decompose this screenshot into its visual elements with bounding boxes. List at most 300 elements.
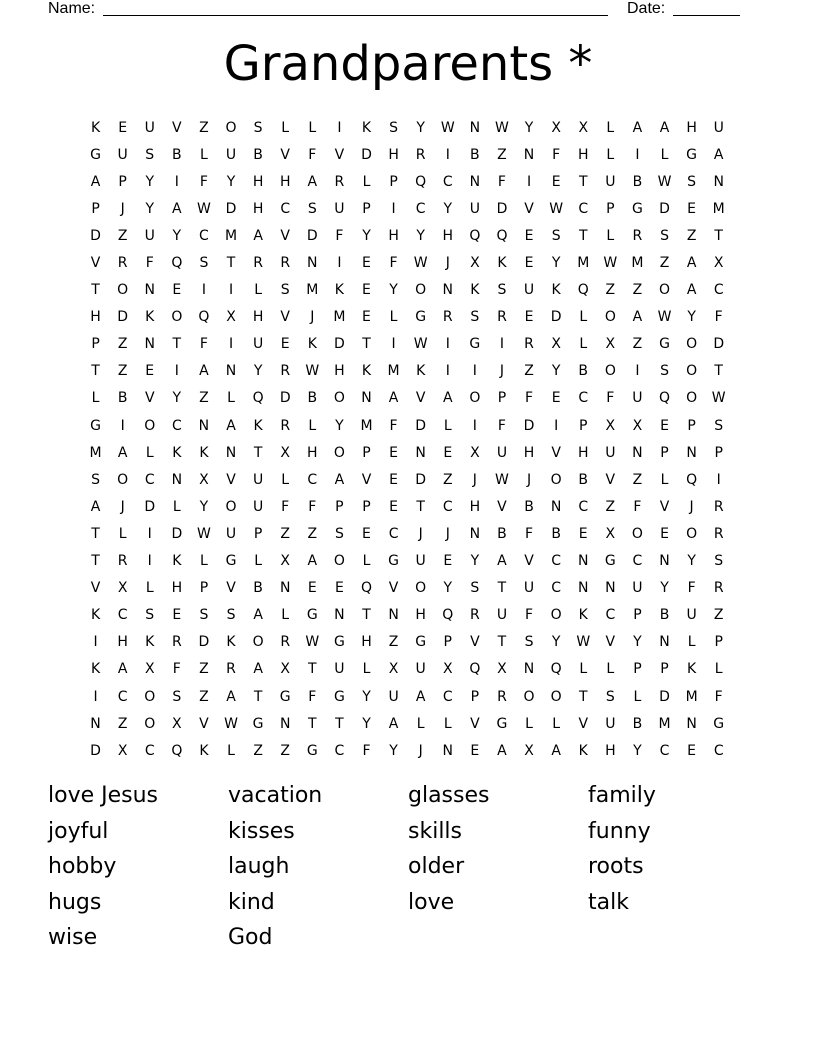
grid-letter[interactable]: U: [469, 200, 480, 217]
grid-letter[interactable]: S: [91, 471, 100, 488]
grid-letter[interactable]: I: [445, 336, 450, 353]
grid-letter[interactable]: I: [174, 363, 179, 380]
grid-letter[interactable]: W: [305, 634, 320, 651]
grid-letter[interactable]: M: [631, 255, 644, 272]
grid-letter[interactable]: H: [415, 607, 426, 624]
grid-letter[interactable]: J: [310, 309, 315, 326]
grid-letter[interactable]: X: [144, 661, 155, 678]
grid-letter[interactable]: U: [117, 146, 128, 163]
grid-letter[interactable]: L: [525, 715, 533, 732]
grid-letter[interactable]: N: [523, 661, 535, 678]
grid-letter[interactable]: N: [388, 607, 399, 624]
grid-letter[interactable]: W: [657, 173, 672, 190]
grid-letter[interactable]: X: [172, 715, 182, 732]
grid-letter[interactable]: L: [606, 146, 615, 163]
grid-letter[interactable]: A: [713, 146, 724, 163]
grid-letter[interactable]: I: [228, 336, 234, 353]
grid-letter[interactable]: M: [712, 200, 725, 217]
grid-letter[interactable]: S: [714, 553, 724, 570]
grid-letter[interactable]: Y: [362, 715, 371, 732]
grid-letter[interactable]: L: [281, 119, 290, 136]
grid-letter[interactable]: U: [605, 444, 616, 461]
grid-letter[interactable]: C: [388, 525, 399, 542]
grid-letter[interactable]: O: [171, 309, 183, 326]
grid-letter[interactable]: C: [578, 200, 589, 217]
grid-letter[interactable]: B: [307, 390, 318, 407]
grid-letter[interactable]: W: [495, 471, 509, 488]
grid-letter[interactable]: P: [443, 634, 452, 651]
grid-letter[interactable]: Y: [362, 227, 371, 244]
grid-letter[interactable]: V: [551, 444, 561, 461]
grid-letter[interactable]: B: [524, 498, 534, 515]
grid-letter[interactable]: B: [578, 471, 589, 488]
grid-letter[interactable]: K: [145, 309, 155, 326]
grid-letter[interactable]: L: [606, 227, 615, 244]
grid-letter[interactable]: C: [117, 607, 128, 624]
grid-letter[interactable]: G: [306, 742, 318, 759]
grid-letter[interactable]: O: [333, 390, 345, 407]
grid-letter[interactable]: U: [334, 661, 345, 678]
grid-letter[interactable]: G: [631, 200, 643, 217]
grid-letter[interactable]: V: [280, 309, 290, 326]
grid-letter[interactable]: Q: [171, 255, 183, 272]
grid-letter[interactable]: I: [635, 363, 640, 380]
grid-letter[interactable]: N: [686, 444, 697, 461]
grid-letter[interactable]: N: [577, 553, 589, 570]
grid-letter[interactable]: B: [117, 390, 128, 407]
grid-letter[interactable]: Z: [117, 336, 128, 353]
grid-letter[interactable]: R: [280, 255, 291, 272]
grid-letter[interactable]: L: [660, 146, 669, 163]
grid-letter[interactable]: A: [172, 200, 182, 217]
grid-letter[interactable]: O: [415, 580, 427, 597]
grid-letter[interactable]: S: [172, 688, 182, 705]
grid-letter[interactable]: Q: [659, 390, 671, 407]
grid-letter[interactable]: H: [469, 498, 481, 515]
grid-letter[interactable]: Y: [389, 282, 398, 299]
grid-letter[interactable]: U: [605, 715, 616, 732]
grid-letter[interactable]: Y: [443, 580, 453, 597]
grid-letter[interactable]: U: [252, 336, 264, 353]
grid-letter[interactable]: U: [225, 146, 237, 163]
grid-letter[interactable]: Q: [252, 390, 264, 407]
grid-letter[interactable]: L: [579, 661, 588, 678]
grid-letter[interactable]: Z: [117, 227, 128, 244]
grid-letter[interactable]: A: [388, 390, 399, 407]
grid-letter[interactable]: K: [416, 363, 426, 380]
grid-letter[interactable]: U: [632, 390, 643, 407]
grid-letter[interactable]: C: [632, 553, 643, 570]
grid-letter[interactable]: M: [685, 688, 698, 705]
grid-letter[interactable]: N: [171, 471, 183, 488]
grid-letter[interactable]: T: [308, 715, 317, 732]
grid-letter[interactable]: V: [90, 580, 101, 597]
grid-letter[interactable]: T: [497, 634, 507, 651]
grid-letter[interactable]: R: [334, 173, 345, 190]
grid-letter[interactable]: E: [443, 444, 453, 461]
grid-letter[interactable]: A: [659, 119, 670, 136]
grid-letter[interactable]: M: [360, 417, 373, 434]
grid-letter[interactable]: W: [657, 309, 672, 326]
grid-letter[interactable]: O: [550, 688, 562, 705]
grid-letter[interactable]: C: [334, 742, 345, 759]
grid-letter[interactable]: C: [442, 688, 453, 705]
grid-letter[interactable]: U: [496, 607, 508, 624]
grid-letter[interactable]: Z: [686, 227, 697, 244]
grid-letter[interactable]: H: [171, 580, 183, 597]
grid-letter[interactable]: L: [362, 553, 371, 570]
grid-letter[interactable]: O: [469, 390, 481, 407]
grid-letter[interactable]: O: [252, 634, 264, 651]
grid-letter[interactable]: X: [280, 444, 290, 461]
grid-letter[interactable]: Z: [632, 336, 643, 353]
grid-letter[interactable]: F: [525, 607, 534, 624]
grid-letter[interactable]: O: [225, 498, 237, 515]
grid-letter[interactable]: E: [172, 282, 182, 299]
grid-letter[interactable]: U: [523, 282, 535, 299]
grid-letter[interactable]: R: [632, 227, 643, 244]
grid-letter[interactable]: I: [445, 363, 450, 380]
grid-letter[interactable]: X: [388, 661, 399, 678]
grid-letter[interactable]: Y: [416, 119, 425, 136]
grid-letter[interactable]: Y: [470, 553, 480, 570]
grid-letter[interactable]: L: [389, 309, 398, 326]
grid-letter[interactable]: Z: [280, 742, 290, 759]
grid-letter[interactable]: Z: [659, 255, 670, 272]
grid-letter[interactable]: K: [361, 363, 372, 380]
grid-letter[interactable]: G: [306, 607, 318, 624]
grid-letter[interactable]: U: [388, 688, 399, 705]
grid-letter[interactable]: V: [388, 580, 399, 597]
grid-letter[interactable]: P: [714, 444, 723, 461]
grid-letter[interactable]: X: [605, 525, 616, 542]
grid-letter[interactable]: F: [308, 146, 317, 163]
grid-letter[interactable]: D: [144, 498, 156, 515]
grid-letter[interactable]: P: [199, 580, 209, 597]
grid-letter[interactable]: E: [443, 553, 453, 570]
grid-letter[interactable]: L: [145, 580, 154, 597]
grid-letter[interactable]: L: [606, 119, 615, 136]
grid-letter[interactable]: F: [606, 390, 615, 407]
grid-letter[interactable]: R: [280, 634, 291, 651]
grid-letter[interactable]: F: [389, 255, 398, 272]
grid-letter[interactable]: O: [333, 553, 345, 570]
grid-letter[interactable]: L: [200, 146, 208, 163]
grid-letter[interactable]: O: [117, 282, 129, 299]
grid-letter[interactable]: K: [90, 119, 101, 136]
grid-letter[interactable]: I: [174, 173, 179, 190]
grid-letter[interactable]: J: [418, 525, 423, 542]
grid-letter[interactable]: X: [605, 417, 616, 434]
grid-letter[interactable]: L: [416, 715, 425, 732]
grid-letter[interactable]: B: [172, 146, 182, 163]
grid-letter[interactable]: L: [281, 607, 290, 624]
grid-letter[interactable]: C: [578, 390, 589, 407]
grid-letter[interactable]: I: [337, 255, 342, 272]
grid-letter[interactable]: L: [118, 525, 127, 542]
grid-letter[interactable]: U: [496, 444, 508, 461]
grid-letter[interactable]: E: [524, 255, 534, 272]
grid-letter[interactable]: P: [335, 498, 344, 515]
grid-letter[interactable]: C: [442, 173, 453, 190]
grid-letter[interactable]: R: [497, 688, 507, 705]
grid-letter[interactable]: G: [659, 336, 670, 353]
grid-letter[interactable]: V: [280, 227, 290, 244]
grid-letter[interactable]: N: [198, 417, 210, 434]
grid-letter[interactable]: R: [497, 309, 507, 326]
grid-letter[interactable]: N: [90, 715, 101, 732]
grid-letter[interactable]: G: [469, 336, 481, 353]
grid-letter[interactable]: A: [226, 688, 236, 705]
grid-letter[interactable]: L: [172, 498, 181, 515]
grid-letter[interactable]: D: [415, 417, 427, 434]
grid-letter[interactable]: U: [415, 553, 426, 570]
grid-letter[interactable]: N: [523, 146, 535, 163]
grid-letter[interactable]: V: [524, 200, 534, 217]
grid-letter[interactable]: Z: [605, 498, 616, 515]
grid-letter[interactable]: Y: [172, 227, 182, 244]
grid-letter[interactable]: E: [145, 363, 155, 380]
grid-letter[interactable]: Q: [469, 227, 481, 244]
grid-letter[interactable]: Y: [551, 255, 561, 272]
grid-letter[interactable]: T: [714, 227, 723, 244]
grid-letter[interactable]: K: [253, 417, 263, 434]
grid-letter[interactable]: Y: [145, 173, 155, 190]
grid-letter[interactable]: A: [334, 471, 345, 488]
grid-letter[interactable]: D: [496, 200, 508, 217]
grid-letter[interactable]: B: [632, 173, 643, 190]
grid-letter[interactable]: E: [687, 200, 697, 217]
grid-letter[interactable]: U: [252, 498, 264, 515]
grid-letter[interactable]: A: [551, 742, 561, 759]
grid-letter[interactable]: F: [281, 498, 290, 515]
grid-letter[interactable]: N: [550, 498, 562, 515]
grid-letter[interactable]: G: [415, 634, 427, 651]
grid-letter[interactable]: E: [524, 227, 534, 244]
grid-letter[interactable]: U: [334, 200, 345, 217]
grid-letter[interactable]: H: [442, 227, 454, 244]
grid-letter[interactable]: P: [660, 661, 669, 678]
grid-letter[interactable]: P: [660, 444, 669, 461]
grid-letter[interactable]: H: [605, 742, 616, 759]
grid-letter[interactable]: Q: [198, 309, 210, 326]
grid-letter[interactable]: A: [117, 661, 128, 678]
grid-letter[interactable]: T: [226, 255, 236, 272]
grid-letter[interactable]: S: [253, 119, 263, 136]
date-blank-line[interactable]: [673, 15, 740, 16]
grid-letter[interactable]: B: [578, 363, 589, 380]
grid-letter[interactable]: Z: [442, 471, 453, 488]
grid-letter[interactable]: K: [90, 661, 101, 678]
grid-letter[interactable]: A: [226, 417, 236, 434]
grid-letter[interactable]: L: [443, 417, 452, 434]
grid-letter[interactable]: P: [362, 498, 371, 515]
grid-letter[interactable]: Y: [551, 363, 561, 380]
grid-letter[interactable]: Y: [253, 363, 263, 380]
grid-letter[interactable]: X: [578, 119, 589, 136]
grid-letter[interactable]: K: [199, 742, 209, 759]
grid-letter[interactable]: A: [199, 363, 209, 380]
grid-letter[interactable]: P: [687, 417, 696, 434]
grid-letter[interactable]: D: [279, 390, 291, 407]
grid-letter[interactable]: U: [144, 227, 155, 244]
grid-letter[interactable]: Z: [199, 688, 209, 705]
grid-letter[interactable]: A: [497, 742, 507, 759]
grid-letter[interactable]: O: [631, 525, 643, 542]
grid-letter[interactable]: K: [90, 607, 101, 624]
grid-letter[interactable]: V: [578, 715, 589, 732]
grid-letter[interactable]: V: [172, 119, 182, 136]
grid-letter[interactable]: K: [334, 282, 344, 299]
grid-letter[interactable]: U: [252, 471, 264, 488]
grid-letter[interactable]: L: [633, 688, 642, 705]
grid-letter[interactable]: X: [632, 417, 643, 434]
grid-letter[interactable]: L: [687, 634, 696, 651]
grid-letter[interactable]: X: [280, 553, 290, 570]
grid-letter[interactable]: P: [253, 525, 263, 542]
grid-letter[interactable]: H: [117, 634, 128, 651]
grid-letter[interactable]: F: [308, 498, 317, 515]
grid-letter[interactable]: F: [389, 417, 398, 434]
grid-letter[interactable]: X: [117, 580, 128, 597]
grid-letter[interactable]: P: [606, 200, 615, 217]
grid-letter[interactable]: R: [171, 634, 182, 651]
grid-letter[interactable]: Z: [605, 282, 616, 299]
grid-letter[interactable]: V: [280, 146, 290, 163]
grid-letter[interactable]: I: [147, 553, 152, 570]
grid-letter[interactable]: V: [605, 471, 616, 488]
grid-letter[interactable]: Z: [524, 363, 534, 380]
grid-letter[interactable]: V: [470, 634, 480, 651]
grid-letter[interactable]: L: [579, 336, 588, 353]
grid-letter[interactable]: Z: [497, 146, 507, 163]
grid-letter[interactable]: H: [334, 363, 345, 380]
grid-letter[interactable]: W: [576, 634, 591, 651]
grid-letter[interactable]: Z: [713, 607, 724, 624]
grid-letter[interactable]: S: [145, 146, 155, 163]
grid-letter[interactable]: W: [413, 255, 428, 272]
grid-letter[interactable]: O: [604, 363, 616, 380]
grid-letter[interactable]: S: [280, 282, 290, 299]
grid-letter[interactable]: R: [226, 661, 236, 678]
grid-letter[interactable]: E: [687, 742, 697, 759]
grid-letter[interactable]: G: [604, 553, 616, 570]
grid-letter[interactable]: V: [144, 390, 155, 407]
grid-letter[interactable]: F: [687, 580, 696, 597]
grid-letter[interactable]: L: [227, 742, 235, 759]
grid-letter[interactable]: O: [523, 688, 535, 705]
grid-letter[interactable]: Y: [660, 580, 669, 597]
grid-letter[interactable]: I: [391, 200, 396, 217]
grid-letter[interactable]: Y: [172, 390, 182, 407]
grid-letter[interactable]: K: [497, 255, 507, 272]
grid-letter[interactable]: F: [714, 309, 723, 326]
grid-letter[interactable]: J: [689, 498, 694, 515]
grid-letter[interactable]: D: [198, 634, 210, 651]
grid-letter[interactable]: I: [445, 146, 450, 163]
grid-letter[interactable]: U: [523, 580, 535, 597]
grid-letter[interactable]: I: [147, 525, 152, 542]
grid-letter[interactable]: Y: [226, 173, 236, 190]
grid-letter[interactable]: O: [144, 688, 156, 705]
grid-letter[interactable]: X: [470, 444, 480, 461]
grid-letter[interactable]: O: [225, 119, 237, 136]
grid-letter[interactable]: F: [525, 390, 534, 407]
grid-letter[interactable]: W: [495, 119, 509, 136]
grid-letter[interactable]: I: [554, 417, 559, 434]
grid-letter[interactable]: X: [199, 471, 209, 488]
grid-letter[interactable]: B: [551, 525, 561, 542]
grid-letter[interactable]: X: [524, 742, 534, 759]
grid-letter[interactable]: T: [253, 444, 263, 461]
grid-letter[interactable]: Q: [469, 661, 481, 678]
grid-letter[interactable]: L: [362, 173, 371, 190]
grid-letter[interactable]: E: [389, 471, 398, 488]
grid-letter[interactable]: T: [91, 525, 100, 542]
grid-letter[interactable]: M: [658, 715, 671, 732]
grid-letter[interactable]: E: [362, 282, 371, 299]
grid-letter[interactable]: L: [145, 444, 154, 461]
grid-letter[interactable]: L: [362, 661, 371, 678]
grid-letter[interactable]: Y: [199, 498, 209, 515]
grid-letter[interactable]: X: [497, 661, 507, 678]
grid-letter[interactable]: S: [199, 255, 209, 272]
grid-letter[interactable]: D: [117, 309, 129, 326]
grid-letter[interactable]: Z: [307, 525, 318, 542]
grid-letter[interactable]: Z: [199, 390, 209, 407]
grid-letter[interactable]: A: [632, 119, 643, 136]
grid-letter[interactable]: Z: [280, 525, 290, 542]
grid-letter[interactable]: E: [660, 417, 669, 434]
grid-letter[interactable]: P: [91, 200, 100, 217]
grid-letter[interactable]: P: [579, 417, 588, 434]
grid-letter[interactable]: E: [470, 742, 480, 759]
grid-letter[interactable]: S: [334, 525, 344, 542]
grid-letter[interactable]: N: [442, 282, 453, 299]
grid-letter[interactable]: K: [226, 634, 236, 651]
grid-letter[interactable]: W: [603, 255, 618, 272]
grid-letter[interactable]: X: [470, 255, 480, 272]
grid-letter[interactable]: G: [90, 417, 101, 434]
grid-letter[interactable]: L: [281, 471, 290, 488]
grid-letter[interactable]: N: [469, 119, 481, 136]
grid-letter[interactable]: B: [253, 146, 263, 163]
grid-letter[interactable]: H: [252, 173, 264, 190]
grid-letter[interactable]: N: [469, 173, 481, 190]
grid-letter[interactable]: O: [550, 471, 562, 488]
grid-letter[interactable]: T: [578, 173, 588, 190]
grid-letter[interactable]: O: [117, 471, 129, 488]
grid-letter[interactable]: O: [686, 363, 698, 380]
grid-letter[interactable]: A: [90, 498, 101, 515]
grid-letter[interactable]: Y: [335, 417, 344, 434]
grid-letter[interactable]: D: [90, 742, 101, 759]
grid-letter[interactable]: I: [201, 282, 206, 299]
grid-letter[interactable]: K: [199, 444, 209, 461]
grid-letter[interactable]: E: [362, 309, 371, 326]
grid-letter[interactable]: S: [660, 363, 669, 380]
grid-letter[interactable]: S: [470, 309, 480, 326]
grid-letter[interactable]: S: [199, 607, 209, 624]
grid-letter[interactable]: O: [550, 607, 562, 624]
grid-letter[interactable]: M: [577, 255, 590, 272]
grid-letter[interactable]: L: [443, 715, 452, 732]
grid-letter[interactable]: Z: [388, 634, 399, 651]
grid-letter[interactable]: C: [551, 553, 562, 570]
grid-letter[interactable]: H: [577, 146, 589, 163]
grid-letter[interactable]: D: [659, 200, 670, 217]
grid-letter[interactable]: A: [497, 553, 507, 570]
